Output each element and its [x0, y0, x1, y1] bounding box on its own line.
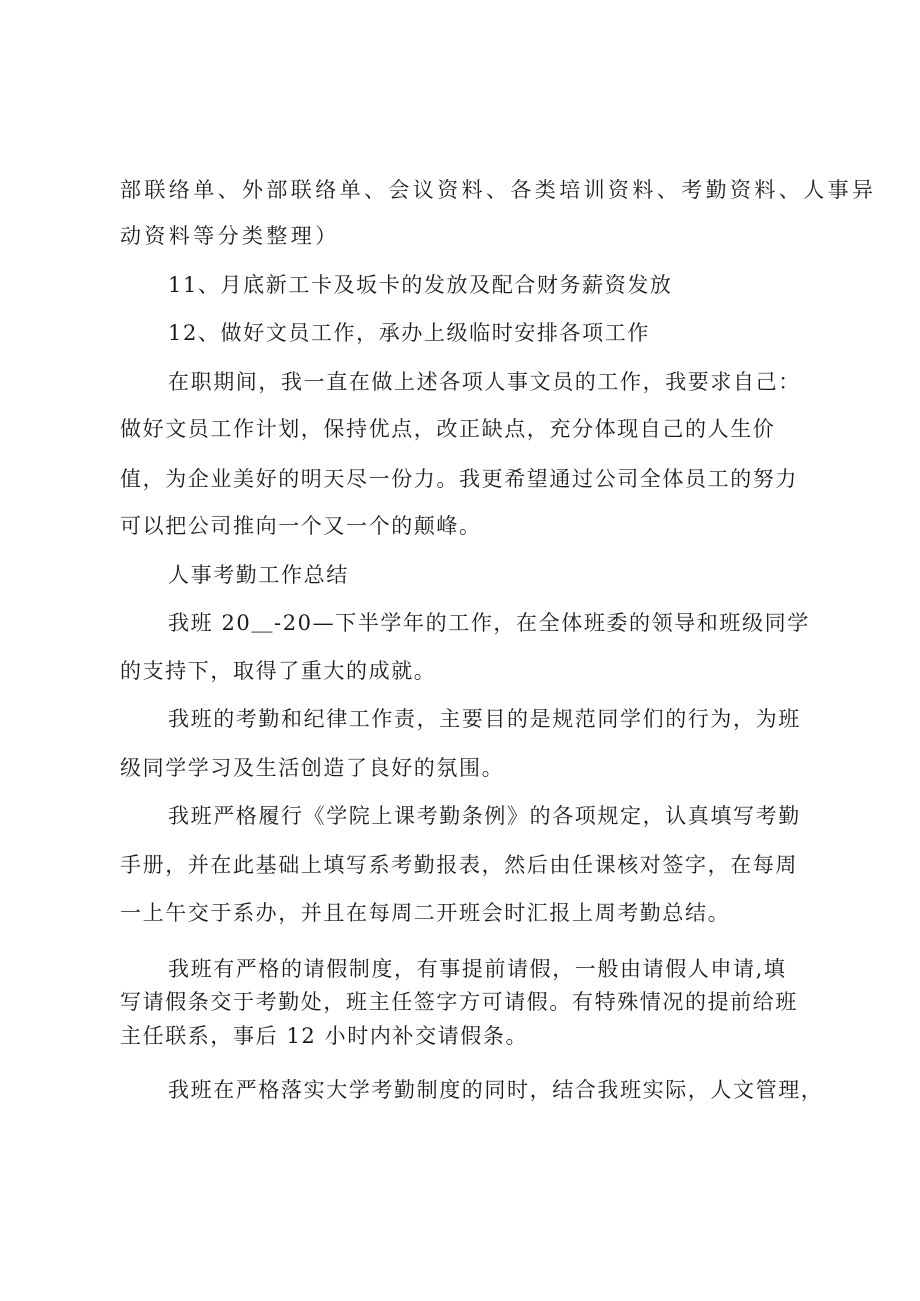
text-line: 做好文员工作计划，保持优点，改正缺点，充分体现自己的人生价 [120, 417, 776, 441]
text-line: 我班 20＿-20—下半学年的工作，在全体班委的领导和班级同学 [168, 611, 810, 635]
text-line: 我班有严格的请假制度，有事提前请假，一般由请假人申请,填 [168, 957, 787, 981]
text-line: 一上午交于系办，并且在每周二开班会时汇报上周考勤总结。 [120, 901, 731, 925]
list-item-12: 12、做好文员工作，承办上级临时安排各项工作 [168, 321, 650, 345]
text-line: 我班在严格落实大学考勤制度的同时，结合我班实际，人文管理， [168, 1078, 824, 1102]
text-line: 写请假条交于考勤处，班主任签字方可请假。有特殊情况的提前给班 [120, 990, 798, 1014]
text-line: 动资料等分类整理） [120, 224, 340, 248]
text-line: 可以把公司推向一个又一个的颠峰。 [120, 514, 482, 538]
text-line: 的支持下，取得了重大的成就。 [120, 659, 437, 683]
text-line: 主任联系，事后 12 小时内补交请假条。 [120, 1024, 529, 1048]
section-title: 人事考勤工作总结 [168, 563, 349, 587]
text-line: 我班严格履行《学院上课考勤条例》的各项规定，认真填写考勤 [168, 804, 801, 828]
text-line: 级同学学习及生活创造了良好的氛围。 [120, 756, 505, 780]
text-line: 手册，并在此基础上填写系考勤报表，然后由任课核对签字，在每周 [120, 853, 798, 877]
text-line: 在职期间，我一直在做上述各项人事文员的工作，我要求自己： [168, 370, 801, 394]
text-line: 部联络单、外部联络单、会议资料、各类培训资料、考勤资料、人事异 [120, 178, 877, 202]
text-line: 值，为企业美好的明天尽一份力。我更希望通过公司全体员工的努力 [120, 467, 798, 491]
list-item-11: 11、月底新工卡及坂卡的发放及配合财务薪资发放 [168, 273, 673, 297]
text-line: 我班的考勤和纪律工作责，主要目的是规范同学们的行为，为班 [168, 707, 801, 731]
